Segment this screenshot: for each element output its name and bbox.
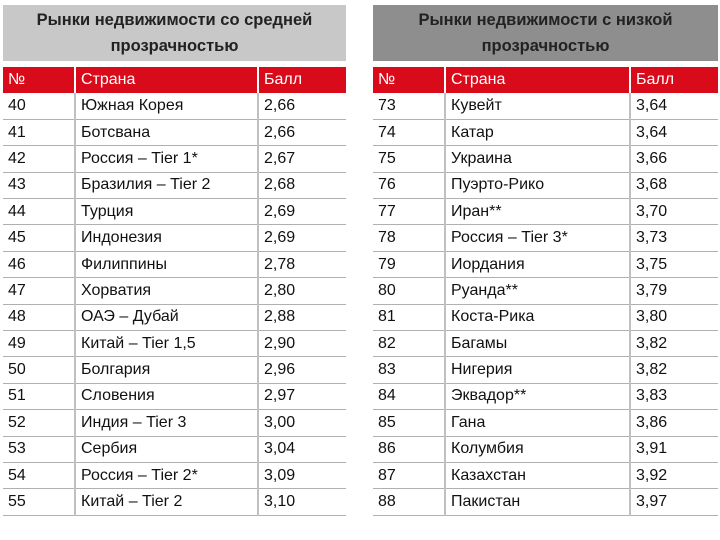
low-transparency-table: [373, 67, 718, 516]
table-header-row: [3, 67, 346, 93]
score-cell: 2,66: [258, 93, 346, 119]
column-header-score: Балл: [630, 67, 718, 93]
medium-transparency-table: [3, 67, 346, 516]
medium-title-line1: Рынки недвижимости со средней: [36, 11, 313, 29]
table-row: [373, 357, 718, 383]
score-cell: 2,78: [258, 251, 346, 277]
rank-cell: 52: [3, 410, 75, 436]
table-row: [3, 462, 346, 488]
column-header-number: №: [3, 67, 75, 93]
medium-transparency-panel: [3, 5, 346, 516]
score-cell: 3,68: [630, 172, 718, 198]
score-cell: 3,97: [630, 489, 718, 515]
country-cell: Словения: [75, 383, 258, 409]
score-cell: 3,70: [630, 199, 718, 225]
table-row: [3, 93, 346, 119]
table-row: [373, 251, 718, 277]
country-cell: Иордания: [445, 251, 630, 277]
score-cell: 3,83: [630, 383, 718, 409]
rank-cell: 87: [373, 462, 445, 488]
table-row: [3, 146, 346, 172]
table-row: [373, 146, 718, 172]
rank-cell: 45: [3, 225, 75, 251]
score-cell: 3,92: [630, 462, 718, 488]
rank-cell: 41: [3, 119, 75, 145]
table-row: [373, 489, 718, 515]
country-cell: Китай – Tier 2: [75, 489, 258, 515]
table-row: [373, 410, 718, 436]
low-title-line1: Рынки недвижимости с низкой: [418, 11, 673, 29]
table-row: [3, 172, 346, 198]
rank-cell: 48: [3, 304, 75, 330]
table-row: [373, 199, 718, 225]
medium-transparency-title: [3, 5, 346, 61]
rank-cell: 44: [3, 199, 75, 225]
country-cell: Багамы: [445, 331, 630, 357]
score-cell: 3,10: [258, 489, 346, 515]
table-row: [373, 436, 718, 462]
table-row: [3, 119, 346, 145]
rank-cell: 55: [3, 489, 75, 515]
rank-cell: 79: [373, 251, 445, 277]
score-cell: 3,04: [258, 436, 346, 462]
table-row: [3, 436, 346, 462]
rank-cell: 74: [373, 119, 445, 145]
country-cell: Бразилия – Tier 2: [75, 172, 258, 198]
country-cell: Ботсвана: [75, 119, 258, 145]
country-cell: Турция: [75, 199, 258, 225]
table-row: [3, 199, 346, 225]
rank-cell: 40: [3, 93, 75, 119]
country-cell: Индонезия: [75, 225, 258, 251]
rank-cell: 77: [373, 199, 445, 225]
column-header-country: Страна: [445, 67, 630, 93]
column-header-score: Балл: [258, 67, 346, 93]
country-cell: Россия – Tier 1*: [75, 146, 258, 172]
rank-cell: 43: [3, 172, 75, 198]
score-cell: 3,73: [630, 225, 718, 251]
table-row: [3, 304, 346, 330]
rank-cell: 75: [373, 146, 445, 172]
country-cell: Индия – Tier 3: [75, 410, 258, 436]
rank-cell: 49: [3, 331, 75, 357]
table-row: [3, 251, 346, 277]
country-cell: Коста-Рика: [445, 304, 630, 330]
rank-cell: 50: [3, 357, 75, 383]
country-cell: Пакистан: [445, 489, 630, 515]
country-cell: Казахстан: [445, 462, 630, 488]
score-cell: 2,69: [258, 225, 346, 251]
table-row: [373, 278, 718, 304]
country-cell: Гана: [445, 410, 630, 436]
table-row: [373, 225, 718, 251]
country-cell: Южная Корея: [75, 93, 258, 119]
country-cell: Колумбия: [445, 436, 630, 462]
medium-title-line2: прозрачностью: [110, 37, 239, 55]
country-cell: Катар: [445, 119, 630, 145]
table-row: [373, 172, 718, 198]
score-cell: 3,75: [630, 251, 718, 277]
rank-cell: 81: [373, 304, 445, 330]
rank-cell: 46: [3, 251, 75, 277]
low-transparency-title: [373, 5, 718, 61]
country-cell: Хорватия: [75, 278, 258, 304]
table-row: [3, 278, 346, 304]
score-cell: 2,88: [258, 304, 346, 330]
table-row: [373, 331, 718, 357]
score-cell: 2,67: [258, 146, 346, 172]
rank-cell: 86: [373, 436, 445, 462]
table-row: [373, 119, 718, 145]
rank-cell: 80: [373, 278, 445, 304]
rank-cell: 42: [3, 146, 75, 172]
table-row: [373, 304, 718, 330]
column-header-country: Страна: [75, 67, 258, 93]
country-cell: Китай – Tier 1,5: [75, 331, 258, 357]
table-row: [3, 357, 346, 383]
score-cell: 2,80: [258, 278, 346, 304]
score-cell: 3,64: [630, 93, 718, 119]
rank-cell: 76: [373, 172, 445, 198]
score-cell: 2,69: [258, 199, 346, 225]
country-cell: Нигерия: [445, 357, 630, 383]
table-row: [3, 331, 346, 357]
country-cell: Кувейт: [445, 93, 630, 119]
score-cell: 3,86: [630, 410, 718, 436]
rank-cell: 83: [373, 357, 445, 383]
rank-cell: 84: [373, 383, 445, 409]
country-cell: ОАЭ – Дубай: [75, 304, 258, 330]
table-row: [3, 410, 346, 436]
country-cell: Сербия: [75, 436, 258, 462]
table-row: [3, 489, 346, 515]
score-cell: 3,66: [630, 146, 718, 172]
score-cell: 3,80: [630, 304, 718, 330]
country-cell: Иран**: [445, 199, 630, 225]
country-cell: Руанда**: [445, 278, 630, 304]
score-cell: 3,82: [630, 357, 718, 383]
score-cell: 2,97: [258, 383, 346, 409]
score-cell: 3,09: [258, 462, 346, 488]
table-row: [373, 462, 718, 488]
score-cell: 3,91: [630, 436, 718, 462]
score-cell: 2,90: [258, 331, 346, 357]
score-cell: 3,82: [630, 331, 718, 357]
table-row: [3, 225, 346, 251]
score-cell: 3,64: [630, 119, 718, 145]
country-cell: Эквадор**: [445, 383, 630, 409]
rank-cell: 51: [3, 383, 75, 409]
table-row: [373, 93, 718, 119]
table-header-row: [373, 67, 718, 93]
score-cell: 2,66: [258, 119, 346, 145]
score-cell: 2,68: [258, 172, 346, 198]
score-cell: 3,79: [630, 278, 718, 304]
country-cell: Болгария: [75, 357, 258, 383]
score-cell: 3,00: [258, 410, 346, 436]
rank-cell: 78: [373, 225, 445, 251]
country-cell: Филиппины: [75, 251, 258, 277]
rank-cell: 47: [3, 278, 75, 304]
rank-cell: 53: [3, 436, 75, 462]
table-row: [373, 383, 718, 409]
country-cell: Россия – Tier 2*: [75, 462, 258, 488]
rank-cell: 88: [373, 489, 445, 515]
country-cell: Украина: [445, 146, 630, 172]
country-cell: Россия – Tier 3*: [445, 225, 630, 251]
column-header-number: №: [373, 67, 445, 93]
rank-cell: 54: [3, 462, 75, 488]
low-transparency-panel: [373, 5, 718, 516]
rank-cell: 82: [373, 331, 445, 357]
rank-cell: 85: [373, 410, 445, 436]
score-cell: 2,96: [258, 357, 346, 383]
low-title-line2: прозрачностью: [481, 37, 610, 55]
country-cell: Пуэрто-Рико: [445, 172, 630, 198]
table-row: [3, 383, 346, 409]
rank-cell: 73: [373, 93, 445, 119]
